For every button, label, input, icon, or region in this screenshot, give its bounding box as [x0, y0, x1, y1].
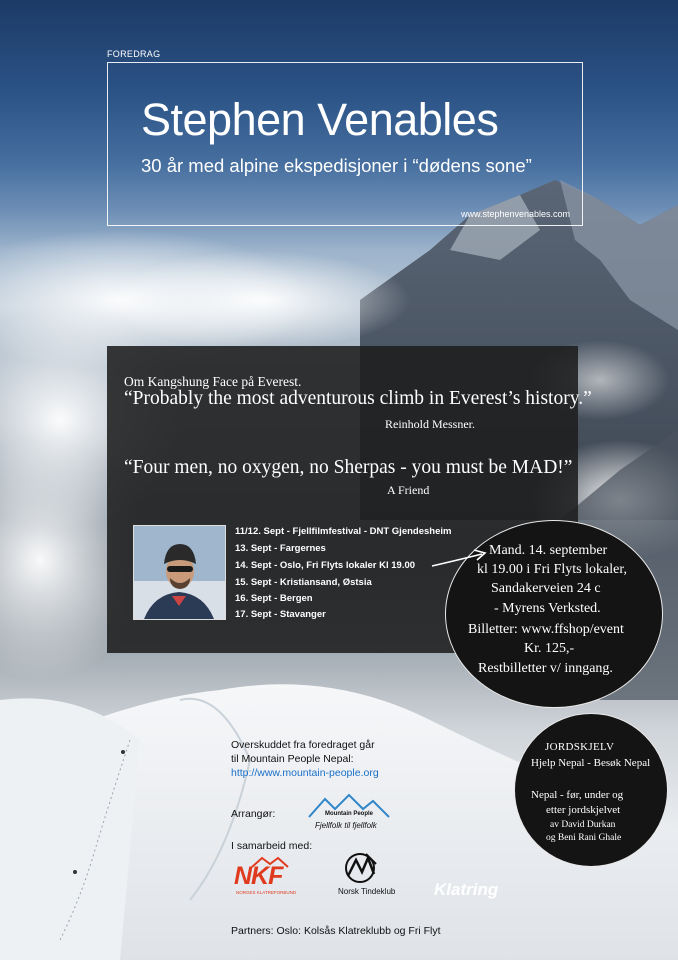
norsk-tindeklub-logo [334, 850, 406, 902]
schedule-item: 13. Sept - Fargernes [235, 543, 326, 554]
website-url: www.stephenvenables.com [461, 209, 571, 219]
cooperation-label: I samarbeid med: [231, 840, 313, 852]
earthquake-authors: av David Durkan [550, 820, 616, 830]
earthquake-desc: etter jordskjelvet [546, 804, 621, 816]
nkf-logo-caption: NORGES KLATREFORBUND [236, 890, 297, 895]
page-title: Stephen Venables [141, 94, 499, 145]
event-line: kl 19.00 i Fri Flyts lokaler, [477, 562, 627, 577]
mountain-people-logo-name: Mountain People [325, 811, 373, 817]
schedule-item: 15. Sept - Kristiansand, Østsia [235, 577, 372, 588]
schedule-item: 16. Sept - Bergen [235, 593, 313, 604]
schedule-item: 14. Sept - Oslo, Fri Flyts lokaler Kl 19.00 [235, 560, 416, 571]
partners-text: Partners: Oslo: Kolsås Klatreklubb og Fri Flyt [231, 925, 441, 937]
event-line: - Myrens Verksted. [494, 601, 601, 616]
quote-intro: Om Kangshung Face på Everest. [124, 374, 302, 389]
mountain-people-logo-tagline: Fjellfolk til fjellfolk [315, 821, 377, 830]
donation-text: Overskuddet fra foredraget går [231, 739, 375, 751]
organizer-label: Arrangør: [231, 808, 276, 820]
climber-figure [73, 870, 77, 874]
mountain-people-link[interactable]: http://www.mountain-people.org [231, 767, 379, 779]
subtitle: 30 år med alpine ekspedisjoner i “dødens sone” [141, 155, 532, 176]
quote-friend: “Four men, no oxygen, no Sherpas - you must be MAD!” [124, 457, 573, 478]
climber-figure [121, 750, 125, 754]
schedule-item: 11/12. Sept - Fjellfilmfestival - DNT Gjendesheim [235, 526, 452, 537]
nkf-logo [230, 856, 296, 896]
quote-messner: “Probably the most adventurous climb in Everest’s history.” [124, 388, 592, 409]
norsk-tindeklub-caption: Norsk Tindeklub [338, 887, 396, 896]
earthquake-desc: Nepal - før, under og [531, 789, 624, 801]
nkf-logo-letters: NKF [234, 862, 283, 890]
ticket-link[interactable]: Billetter: www.ffshop/event [468, 622, 624, 637]
quote-author-friend: A Friend [387, 483, 430, 497]
mountain-people-logo [305, 793, 393, 835]
quote-author-messner: Reinhold Messner. [385, 417, 475, 431]
schedule-item: 17. Sept - Stavanger [235, 609, 326, 620]
event-line: Mand. 14. september [489, 543, 608, 558]
earthquake-title: JORDSKJELV [545, 741, 615, 753]
event-line: Restbilletter v/ inngang. [478, 661, 613, 676]
speaker-portrait [133, 525, 226, 620]
event-price: Kr. 125,- [524, 641, 575, 656]
earthquake-subtitle: Hjelp Nepal - Besøk Nepal [531, 757, 651, 769]
event-line: Sandakerveien 24 c [491, 581, 601, 596]
klatring-logo: Klatring [434, 880, 499, 899]
earthquake-authors: og Beni Rani Ghale [546, 833, 622, 843]
category-label: FOREDRAG [107, 49, 161, 59]
donation-text: til Mountain People Nepal: [231, 753, 354, 765]
